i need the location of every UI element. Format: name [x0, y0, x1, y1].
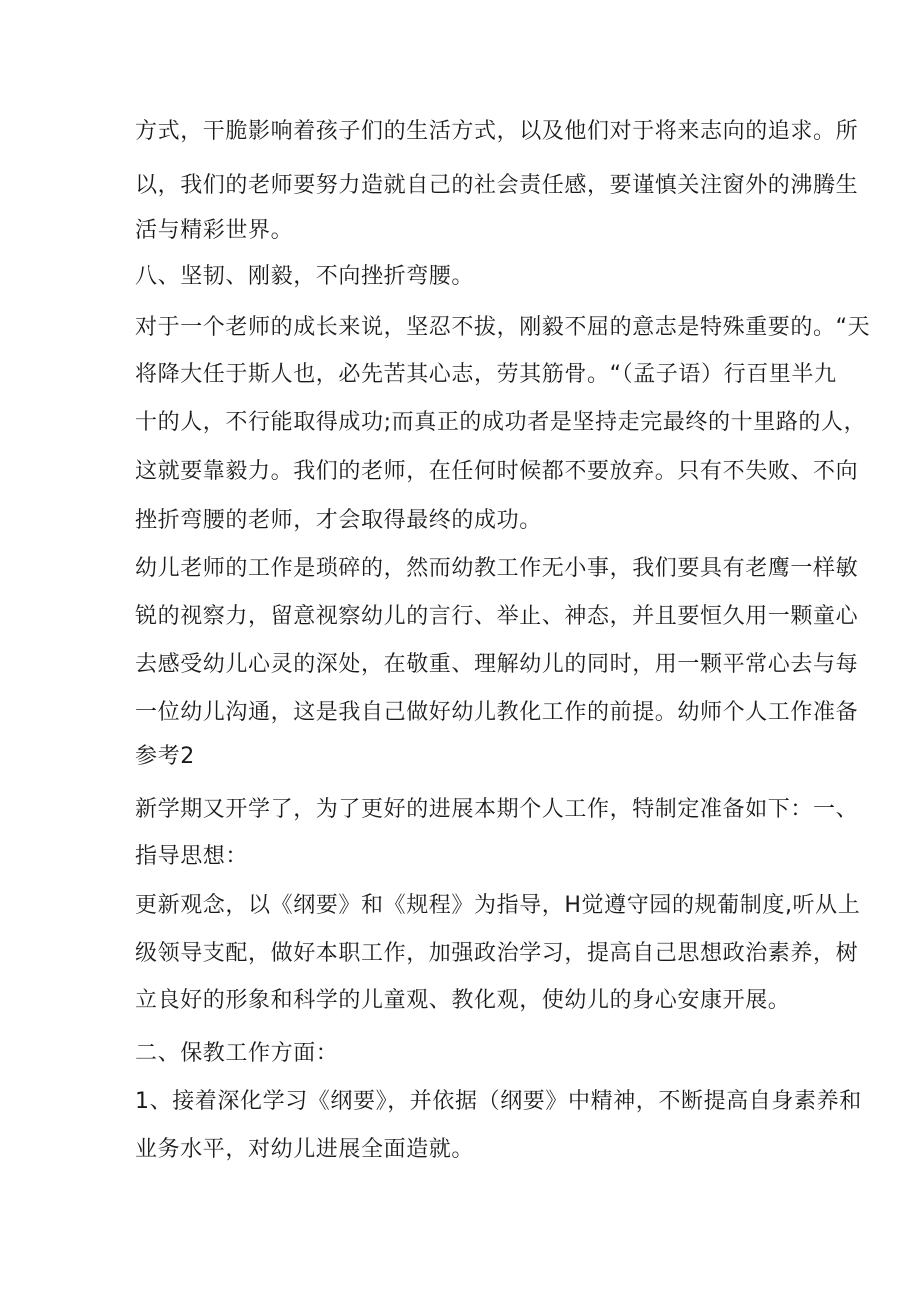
- text-line: 一位幼儿沟通，这是我自己做好幼儿教化工作的前提。幼师个人工作准备: [135, 700, 859, 725]
- text-line: 新学期又开学了，为了更好的进展本期个人工作，特制定准备如下：一、: [135, 797, 859, 822]
- section-heading: 二、保教工作方面：: [135, 1041, 339, 1066]
- text-line: 挫折弯腰的老师，才会取得最终的成功。: [135, 508, 542, 533]
- text-line: 方式，干脆影响着孩子们的生活方式，以及他们对于将来志向的追求。所: [135, 119, 859, 144]
- text-line: 更新观念，以《纲要》和《规程》为指导，H觉遵守园的规葡制度,听从上: [135, 893, 861, 918]
- section-heading: 八、坚韧、刚毅，不向挫折弯腰。: [135, 264, 475, 289]
- text-line: 这就要靠毅力。我们的老师，在任何时候都不要放弃。只有不失败、不向: [135, 459, 859, 484]
- text-line: 去感受幼儿心灵的深处，在敬重、理解幼儿的同时，用一颗平常心去与每: [135, 652, 859, 677]
- text-line: 活与精彩世界。: [135, 218, 294, 243]
- text-line: 1、接着深化学习《纲要》，并依据（纲要》中精神，不断提高自身素养和: [135, 1089, 862, 1114]
- text-line: 幼儿老师的工作是琐碎的，然而幼教工作无小事，我们要具有老鹰一样敏: [135, 556, 859, 581]
- text-line: 将降大任于斯人也，必先苦其心志，劳其筋骨。“（孟子语）行百里半九: [135, 362, 837, 387]
- section-heading: 指导思想：: [135, 844, 249, 869]
- text-line: 级领导支配，做好本职工作，加强政治学习，提高自己思想政治素养，树: [135, 941, 859, 966]
- text-line: 业务水平，对幼儿进展全面造就。: [135, 1137, 475, 1162]
- text-line: 对于一个老师的成长来说，坚忍不拔，刚毅不屈的意志是特殊重要的。“天: [135, 315, 871, 340]
- text-line: 十的人，不行能取得成功;而真正的成功者是坚持走完最终的十里路的人，: [135, 410, 867, 435]
- text-line: 以，我们的老师要努力造就自己的社会责任感，要谨慎关注窗外的沸腾生: [135, 173, 859, 198]
- text-line: 锐的视察力，留意视察幼儿的言行、举止、神态，并且要恒久用一颗童心: [135, 604, 859, 629]
- text-line: 立良好的形象和科学的儿童观、教化观，使幼儿的身心安康开展。: [135, 988, 791, 1013]
- section-title: 参考2: [135, 744, 195, 769]
